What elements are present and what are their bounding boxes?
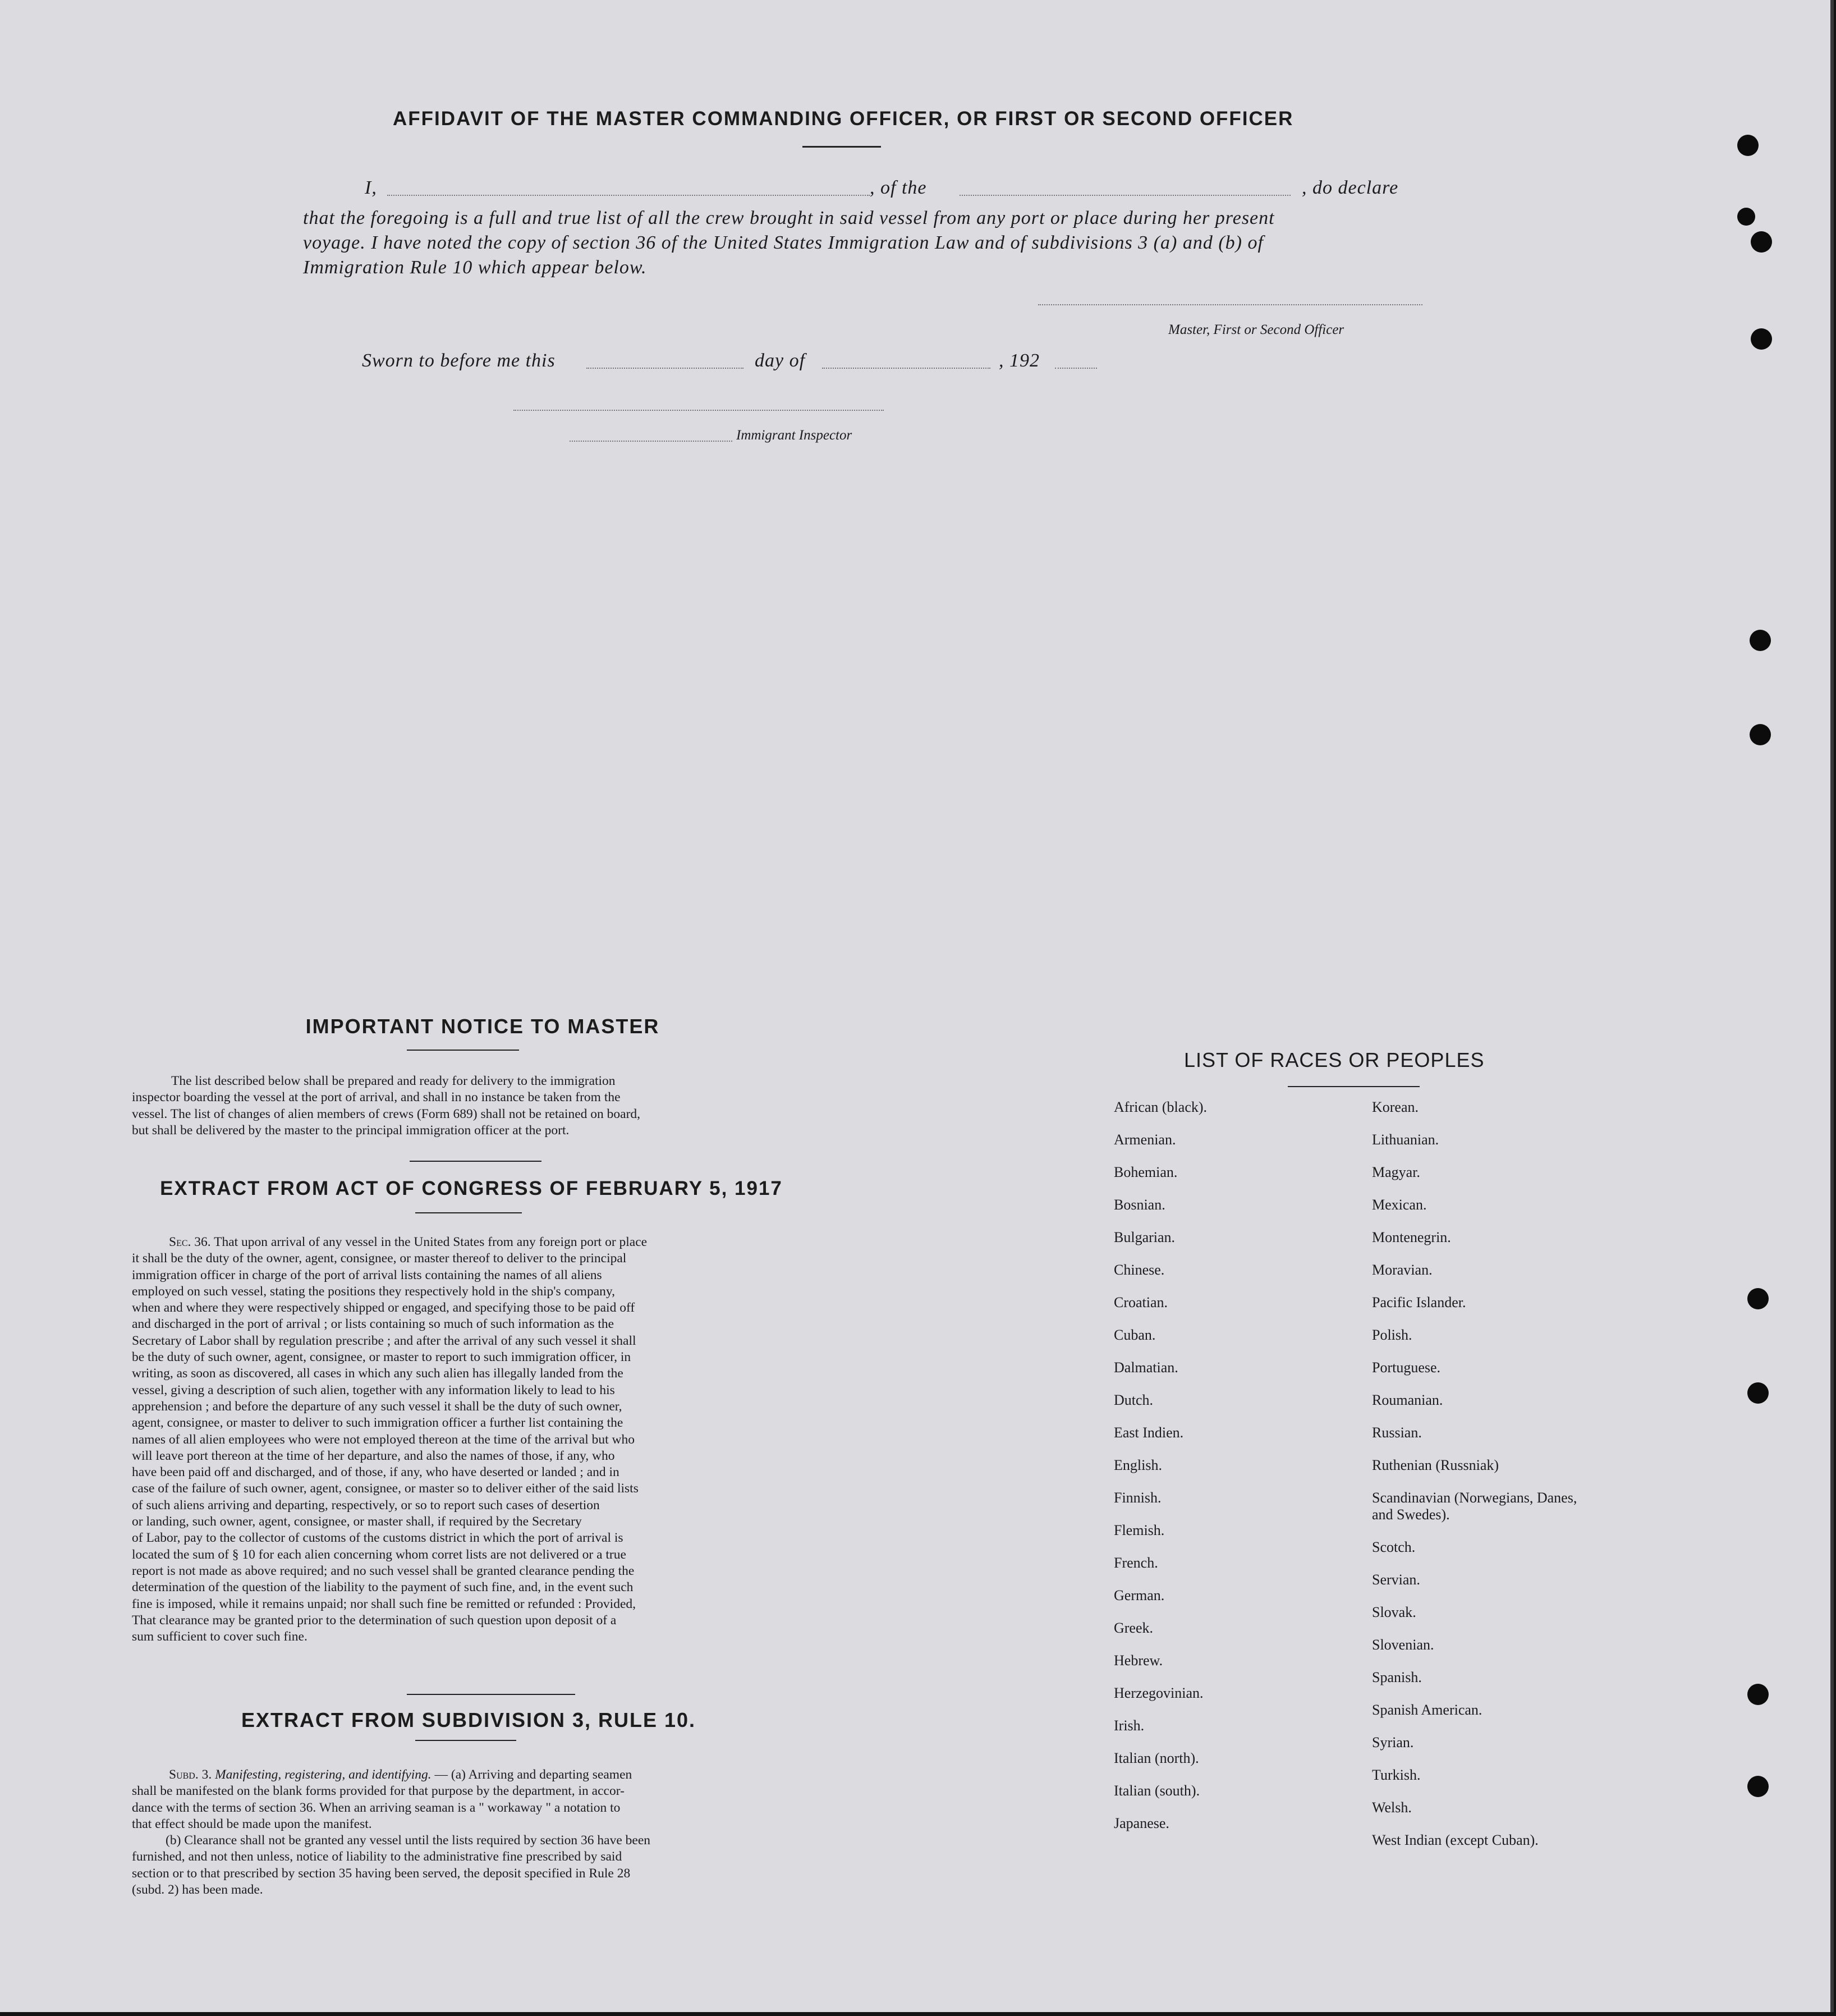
race-item: Roumanian. <box>1372 1392 1443 1408</box>
master-signature-label: Master, First or Second Officer <box>1168 322 1344 337</box>
race-item: Chinese. <box>1114 1262 1165 1278</box>
race-item: Montenegrin. <box>1372 1229 1451 1245</box>
race-item: Pacific Islander. <box>1372 1294 1466 1311</box>
master-name-blank <box>387 195 870 196</box>
act-text-line <box>132 1399 808 1415</box>
race-item: Italian (south). <box>1114 1783 1200 1799</box>
sworn-year-blank <box>1055 368 1097 369</box>
notice-text <box>132 1073 808 1139</box>
act-text: of such aliens arriving and departing, respectively, or so to report such cases of desertion <box>132 1497 600 1513</box>
race-item: Spanish. <box>1372 1669 1422 1685</box>
section-divider <box>407 1694 575 1695</box>
act-text-line <box>132 1382 808 1399</box>
punch-hole <box>1751 231 1772 253</box>
rule-part-b-line: (b) Clearance shall not be granted any vessel until the lists required by section 36 have been <box>166 1833 651 1848</box>
act-text-line <box>132 1316 808 1332</box>
race-item: Ruthenian (Russniak) <box>1372 1457 1499 1473</box>
act-text: That upon arrival of any vessel in the United States from any foreign port or place <box>214 1235 648 1249</box>
act-text-line <box>132 1415 808 1431</box>
race-item: Portuguese. <box>1372 1359 1441 1376</box>
race-item: Slovenian. <box>1372 1637 1434 1653</box>
rule-part-a-line: dance with the terms of section 36. When an arriving seaman is a " workaway " a notation to <box>132 1800 621 1815</box>
master-signature-line <box>1038 304 1422 305</box>
punch-hole <box>1747 1684 1769 1705</box>
declaration-do-declare: , do declare <box>1302 177 1399 198</box>
race-item: Italian (north). <box>1114 1750 1199 1766</box>
act-text: vessel, giving a description of such alien, together with any information likely to lead to his <box>132 1382 615 1398</box>
act-text: report is not made as above required; and no such vessel shall be granted clearance pending the <box>132 1563 635 1578</box>
race-item: Korean. <box>1372 1099 1419 1115</box>
race-item: German. <box>1114 1587 1165 1603</box>
race-item: West Indian (except Cuban). <box>1372 1832 1539 1848</box>
affidavit-text-line-3: voyage. I have noted the copy of section 36 of the United States Immigration Law and of subdivisions 3 (a) and (b) of <box>303 232 1264 253</box>
section-divider <box>410 1161 541 1162</box>
act-text: That clearance may be granted prior to the determination of such question upon deposit of a <box>132 1612 617 1628</box>
race-item: Japanese. <box>1114 1815 1169 1831</box>
inspector-label: Immigrant Inspector <box>736 428 852 443</box>
punch-hole <box>1751 328 1772 350</box>
race-item: Dalmatian. <box>1114 1359 1178 1376</box>
race-item: Cuban. <box>1114 1327 1156 1343</box>
notice-line: vessel. The list of changes of alien members of crews (Form 689) shall not be retained on board, <box>132 1106 641 1121</box>
act-text-line <box>132 1514 808 1530</box>
act-text-line <box>132 1497 808 1514</box>
sworn-prefix: Sworn to before me this <box>362 350 556 371</box>
act-text: have been paid off and discharged, and of those, if any, who have deserted or landed ; and in <box>132 1465 619 1480</box>
subd-title: Manifesting, registering, and identifying. <box>215 1767 432 1782</box>
act-text: immigration officer in charge of the port of arrival lists containing the names of all aliens <box>132 1267 602 1282</box>
act-text-line <box>132 1366 808 1382</box>
act-text: names of all alien employees who were not employed thereon at the time of the arrival but who <box>132 1432 635 1447</box>
race-item: Russian. <box>1372 1424 1422 1441</box>
notice-heading-underline <box>407 1050 519 1051</box>
act-text-line <box>132 1284 808 1300</box>
races-heading-underline <box>1288 1086 1420 1087</box>
act-text: employed on such vessel, stating the positions they respectively hold in the ship's company, <box>132 1284 615 1299</box>
race-item: Moravian. <box>1372 1262 1433 1278</box>
act-text-line <box>132 1481 808 1497</box>
race-item: Finnish. <box>1114 1490 1162 1506</box>
rule-part-b-line: section or to that prescribed by section 35 having been served, the deposit specified in Rule 28 <box>132 1866 631 1881</box>
sworn-month-blank <box>822 368 990 369</box>
race-item: Syrian. <box>1372 1734 1414 1751</box>
act-text: or landing, such owner, agent, consignee, or master shall, if required by the Secretary <box>132 1514 582 1529</box>
act-text: located the sum of § 10 for each alien concerning whom corret lists are not delivered or a true <box>132 1547 626 1562</box>
rule-part-a-line <box>132 1767 808 1783</box>
act-extract-text <box>132 1234 808 1645</box>
act-text: Secretary of Labor shall by regulation prescribe ; and after the arrival of any such vessel it shall <box>132 1333 636 1348</box>
punch-hole <box>1747 1776 1769 1797</box>
race-item: Croatian. <box>1114 1294 1168 1311</box>
races-right-column <box>1372 1099 1585 1864</box>
act-text-line <box>132 1349 808 1366</box>
subd-label: Subd. 3. <box>169 1767 212 1782</box>
race-item: Polish. <box>1372 1327 1412 1343</box>
punch-hole <box>1747 1288 1769 1309</box>
race-item: Bulgarian. <box>1114 1229 1176 1245</box>
act-text-line <box>132 1579 808 1596</box>
affidavit-title-underline <box>802 146 881 148</box>
act-text: agent, consignee, or master to deliver to such immigration officer a further list containing the <box>132 1415 623 1431</box>
act-text-line <box>132 1267 808 1284</box>
races-heading: LIST OF RACES OR PEOPLES <box>1184 1048 1485 1071</box>
act-text-line <box>132 1596 808 1612</box>
rule-extract-heading: EXTRACT FROM SUBDIVISION 3, RULE 10. <box>241 1708 696 1731</box>
inspector-signature-line <box>513 410 884 411</box>
race-item: Scotch. <box>1372 1539 1416 1555</box>
race-item: Welsh. <box>1372 1799 1412 1816</box>
race-item: East Indien. <box>1114 1424 1184 1441</box>
race-item: African (black). <box>1114 1099 1208 1115</box>
act-text: will leave port thereon at the time of her departure, and also the names of those, if any, who <box>132 1448 615 1463</box>
act-text-line <box>132 1250 808 1267</box>
declaration-of-the: , of the <box>870 177 927 198</box>
vessel-name-blank <box>960 195 1291 196</box>
rule-heading-underline <box>415 1740 516 1741</box>
act-text-line <box>132 1530 808 1546</box>
act-text: determination of the question of the liability to the payment of such fine, and, in the event such <box>132 1580 634 1595</box>
races-left-column <box>1114 1099 1207 1848</box>
punch-hole <box>1737 208 1755 226</box>
race-item: Hebrew. <box>1114 1652 1163 1669</box>
declaration-i: I, <box>365 177 377 198</box>
act-text: of Labor, pay to the collector of customs of the customs district in which the port of arrival is <box>132 1531 623 1546</box>
act-text-line <box>132 1448 808 1464</box>
act-text-line <box>132 1464 808 1481</box>
race-item: English. <box>1114 1457 1162 1473</box>
race-item: French. <box>1114 1555 1158 1571</box>
act-text-line <box>132 1629 808 1645</box>
act-text: writing, as soon as discovered, all cases in which any such alien has illegally landed from the <box>132 1366 623 1381</box>
punch-hole <box>1737 135 1759 156</box>
act-text-line <box>132 1547 808 1563</box>
notice-line: but shall be delivered by the master to the principal immigration officer at the port. <box>132 1122 570 1138</box>
act-text: fine is imposed, while it remains unpaid; nor shall such fine be remitted or refunded : Provided, <box>132 1596 636 1611</box>
race-item: Bosnian. <box>1114 1197 1165 1213</box>
race-item: Lithuanian. <box>1372 1131 1439 1148</box>
race-item: Dutch. <box>1114 1392 1154 1408</box>
rule-extract-text <box>132 1767 808 1898</box>
race-item: Turkish. <box>1372 1767 1421 1783</box>
act-text: when and where they were respectively shipped or engaged, and specifying those to be paid off <box>132 1300 635 1316</box>
race-item: Armenian. <box>1114 1131 1176 1148</box>
race-item: Flemish. <box>1114 1522 1165 1538</box>
sworn-day-of: day of <box>755 350 806 371</box>
punch-hole <box>1747 1382 1769 1404</box>
affidavit-title: AFFIDAVIT OF THE MASTER COMMANDING OFFICER, OR FIRST OR SECOND OFFICER <box>393 108 1294 130</box>
sworn-year: , 192 <box>999 350 1040 371</box>
race-item: Greek. <box>1114 1620 1154 1636</box>
act-text-line <box>132 1612 808 1629</box>
rule-part-b-line: furnished, and not then unless, notice of liability to the administrative fine prescribed by said <box>132 1849 622 1864</box>
rule-part-b-line: (subd. 2) has been made. <box>132 1882 263 1898</box>
act-heading-underline <box>415 1212 522 1213</box>
race-item: Herzegovinian. <box>1114 1685 1204 1701</box>
affidavit-text-line-2: that the foregoing is a full and true list of all the crew brought in said vessel from any port or place during her present <box>303 208 1275 228</box>
race-item: Irish. <box>1114 1717 1145 1734</box>
race-item: Magyar. <box>1372 1164 1420 1180</box>
race-item: Scandinavian (Norwegians, Danes, and Swedes). <box>1372 1490 1577 1523</box>
rule-part-a-line: shall be manifested on the blank forms provided for that purpose by the department, in accor- <box>132 1784 625 1799</box>
inspector-label-leader <box>570 441 732 442</box>
act-text-line <box>132 1300 808 1316</box>
race-item: Servian. <box>1372 1571 1420 1588</box>
act-text: case of the failure of such owner, agent, consignee, or master so to deliver either of the said lists <box>132 1481 639 1496</box>
act-extract-heading: EXTRACT FROM ACT OF CONGRESS OF FEBRUARY 5, 1917 <box>160 1177 783 1199</box>
act-text: and discharged in the port of arrival ; or lists containing so much of such information as the <box>132 1317 614 1332</box>
act-text: apprehension ; and before the departure of any such vessel it shall be the duty of such owner, <box>132 1399 622 1414</box>
affidavit-text-line-4: Immigration Rule 10 which appear below. <box>303 257 647 278</box>
race-item: Spanish American. <box>1372 1702 1482 1718</box>
race-item: Mexican. <box>1372 1197 1427 1213</box>
act-text-line <box>132 1432 808 1448</box>
rule-part-a-first: — (a) Arriving and departing seamen <box>434 1767 632 1782</box>
act-text: be the duty of such owner, agent, consignee, or master to report to such immigration officer, in <box>132 1350 631 1365</box>
sworn-day-blank <box>586 368 743 369</box>
section-label: Sec. 36. <box>169 1235 211 1249</box>
notice-heading: IMPORTANT NOTICE TO MASTER <box>305 1015 660 1038</box>
act-text: sum sufficient to cover such fine. <box>132 1629 307 1644</box>
act-text-line <box>132 1333 808 1349</box>
sworn-line <box>362 350 1148 372</box>
notice-line: inspector boarding the vessel at the port of arrival, and shall in no instance be taken from the <box>132 1090 621 1105</box>
punch-hole <box>1750 724 1771 745</box>
rule-part-a-line: that effect should be made upon the manifest. <box>132 1816 372 1831</box>
race-item: Bohemian. <box>1114 1164 1178 1180</box>
act-text-line <box>132 1563 808 1579</box>
notice-line: The list described below shall be prepared and ready for delivery to the immigration <box>171 1074 616 1088</box>
punch-hole <box>1750 630 1771 651</box>
race-item: Slovak. <box>1372 1604 1416 1620</box>
act-text-line <box>132 1234 808 1250</box>
act-text: it shall be the duty of the owner, agent, consignee, or master thereof to deliver to the principal <box>132 1251 627 1266</box>
